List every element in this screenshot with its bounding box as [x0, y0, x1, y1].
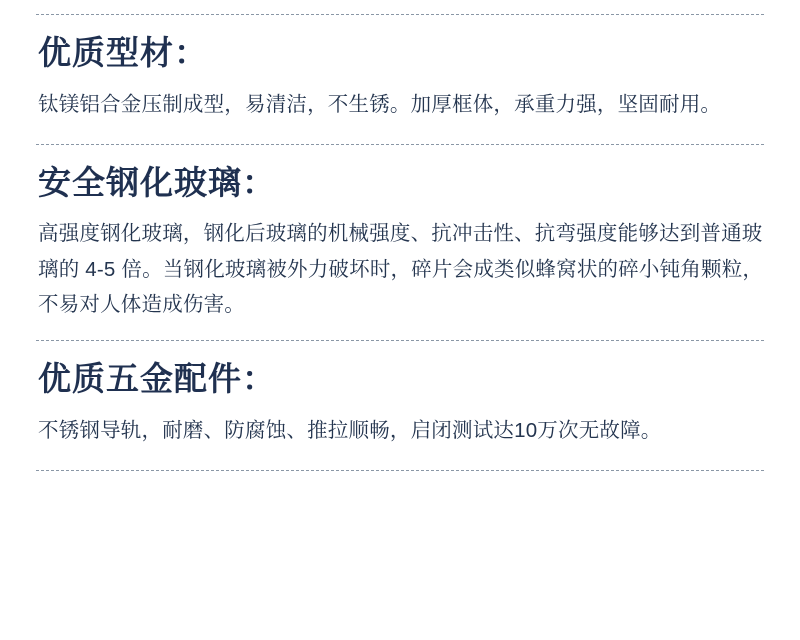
spacer-after-glass: [36, 322, 764, 340]
section-glass-body: 高强度钢化玻璃，钢化后玻璃的机械强度、抗冲击性、抗弯强度能够达到普通玻璃的 4-5 倍。当钢化玻璃被外力破坏时，碎片会成类似蜂窝状的碎小钝角颗粒，不易对人体造成伤害。: [38, 222, 764, 316]
section-material: [36, 15, 764, 122]
section-material-title: 优质型材：: [38, 34, 208, 71]
section-hardware-title: 优质五金配件：: [38, 360, 276, 398]
spacer-after-material: [36, 122, 764, 144]
section-glass-title: 安全钢化玻璃：: [38, 163, 276, 201]
document-page: [0, 14, 800, 640]
spacer-after-hardware: [36, 448, 764, 470]
section-glass: [36, 145, 764, 322]
section-hardware-body: 不锈钢导轨，耐磨、防腐蚀、推拉顺畅，启闭测试达10万次无故障。: [38, 418, 662, 442]
section-hardware: [36, 341, 764, 448]
divider-bottom: [36, 470, 764, 471]
section-material-body: 钛镁铝合金压制成型，易清洁，不生锈。加厚框体，承重力强，坚固耐用。: [38, 92, 722, 116]
